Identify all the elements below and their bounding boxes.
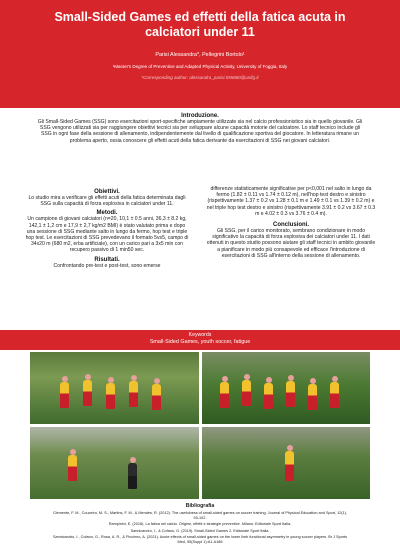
bibliography-section: [50, 503, 350, 547]
left-column: [24, 186, 190, 269]
intro-text: Gli Small-Sided Games (SSG) sono esercitazioni sport-specifiche ampiamente utilizzate sia nel calcio professionistico sia in quello giovanile. Gli SSG vengono utilizzati sia per raggiungere obiettivi tecnici sia per sviluppare alcune capacità motorie del calciatore. Lo staff tecnico include gli SSG in ogni fase della sessione di allenamento, indipendentemente dal livello di qualificazione sportiva del giocatore. In letteratura rimane un problema aperto, ossia conoscere gli effetti acuti della fatica derivante da esercitazioni di SSG nei giovani calciatori.: [37, 119, 363, 144]
reference-item: Rampinini, E. (2018). La fatica nel calcio. Origine, effetti e strategie preventive. Milano: Editoriale Sport Italia.: [108, 522, 292, 527]
intro-heading: Introduzione.: [181, 113, 219, 119]
poster-title: Small-Sided Games ed effetti della fatica acuta in calciatori under 11: [54, 10, 346, 39]
objectives-heading: Obiettivi.: [94, 189, 120, 195]
bibliography-heading: Bibliografia: [185, 503, 215, 509]
right-column: [205, 186, 377, 259]
photo-long-jump-test: [30, 427, 199, 499]
keywords-band: [0, 330, 400, 350]
corresponding-author: *Corresponding author: alessandra_parisi.555860@unifg.it: [141, 75, 259, 80]
results-text: Confrontando pre-test e post-test, sono emerse: [53, 262, 161, 269]
authors: Parisi Alessandra*, Pellegrini Bortolo¹: [155, 52, 245, 58]
affiliation: ¹Master's Degree of Preventive and Adapted Physical Activity, University of Foggia, Italy: [112, 64, 288, 69]
poster-header: [0, 0, 400, 108]
photo-players-group: [202, 352, 371, 424]
results-heading: Risultati.: [94, 256, 120, 263]
results-continued-text: differenze statisticamente significative per p<0,001 nel salto in lungo da fermo (1.82 ± 0.11 vs 1.74 ± 0.12 m), nell'hop test destro e sinistro (rispettivamente 1.37 ± 0.2 vs 1.28 ± 0.1 m e 1.49 ± 0.1 vs 1.39 ± 0.2 m) e nel triple hop test destro e sinistro (rispettivamente 3.91 ± 0.2 vs 3.67 ± 0.3 m e 4.02 ± 0.3 vs 3.76 ± 0.4 m).: [206, 186, 376, 217]
methods-text: Un campione di giovani calciatori (n=20, 10,1 ± 0.5 anni, 36,3 ± 8.2 kg, 142,1 ± 1,2 cm e 17,9 ± 2,7 kg/m2 BMI) è stato valutato prima e dopo una sessione di SSG mediante salto in lungo da fermo, hop test e triple hop test. Le esercitazioni di SSG prevedevano il formato 5vs5, campo di 34x20 m (680 m2, erba artificiale), con un carico pari a 3x5 min con recupero passivo di 1 min50 sec.: [25, 216, 189, 254]
photo-hop-test: [202, 427, 371, 499]
reference-item: Sannicandro, I., & Cofano, G. (2019). Small-Sided Games 2. Editoriale Sport Italia.: [130, 528, 270, 533]
introduction-section: [34, 113, 366, 144]
photo-grid: [30, 352, 370, 499]
methods-heading: Metodi.: [96, 210, 118, 217]
conclusions-heading: Conclusioni.: [273, 222, 309, 229]
reference-item: Clemente, F. M., Couceiro, M. S., Martins, F. M., & Mendes, R. (2012). The usefulness of small-sided games on soccer training. Journal of Physical Education and Sport, 12(1), 93-102.: [52, 511, 348, 520]
conclusions-text: Gli SSG, per il carico monitorato, sembrano condizionare in modo significativo la capacità di forza esplosiva dei calciatori under 11. I dati ottenuti in questo studio possono aiutare gli staff tecnici in ambito giovanile a pianificare in modo più consapevole ed efficace l'introduzione di esercitazioni di SSG all'interno della sessione di allenamento.: [206, 228, 376, 259]
keywords-label: Keywords: [188, 332, 212, 338]
reference-item: Sannicandro, I., Cofano, G., Rosa, A. R., & Piccinno, A. (2021). Acute effects of small-sided games on the lower limb functional asymmetry in young soccer players. Br J Sports Med, 55(Suppl 1):A1-A186: [52, 535, 348, 544]
photo-players-lineup: [30, 352, 199, 424]
objectives-text: Lo studio mira a verificare gli effetti acuti della fatica determinata dagli SSG sulla capacità di forza esplosiva in calciatori under 11.: [28, 195, 186, 208]
keywords-text: Small-Sided Games, youth soccer, fatigue: [149, 339, 251, 345]
